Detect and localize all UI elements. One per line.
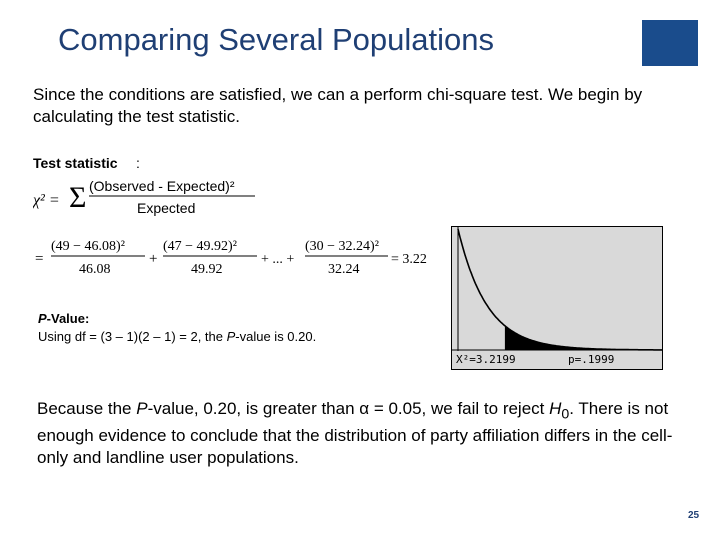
conclusion-text: Because the P-value, 0.20, is greater than α = 0.05, we fail to reject $H_0$. There is not enough evidence to conclude that the distribution of party affiliation differs in the cell-only and landline user populations. <box>37 399 673 468</box>
slide-number: 25 <box>688 510 700 521</box>
slide-title: Comparing Several Populations <box>58 22 494 57</box>
term-2-denominator: 49.92 <box>191 262 223 277</box>
p-value-title: P-Value: <box>38 311 90 326</box>
term-1-denominator: 46.08 <box>79 262 111 277</box>
term-2-numerator: (47 − 49.92)² <box>163 239 237 254</box>
test-statistic-colon: : <box>136 155 140 171</box>
p-value-readout: p=.1999 <box>568 353 615 366</box>
test-statistic-formula <box>33 155 443 280</box>
result-value: = 3.22 <box>391 252 427 267</box>
general-numerator: (Observed - Expected)² <box>89 178 235 194</box>
general-denominator: Expected <box>137 200 196 216</box>
test-statistic-label: Test statistic <box>33 155 118 171</box>
corner-accent-box <box>642 20 698 66</box>
calculator-readout <box>452 351 662 369</box>
chi-square-readout: X²=3.2199 <box>456 353 516 366</box>
calculator-screen <box>451 226 663 370</box>
test-statistic-panel <box>33 155 443 280</box>
equals-sign: = <box>35 251 44 267</box>
intro-text: Since the conditions are satisfied, we can a perform chi-square test. We begin by calculating the test statistic. <box>33 85 643 126</box>
sigma-symbol: Σ <box>69 181 87 214</box>
term-1-numerator: (49 − 46.08)² <box>51 239 125 254</box>
term-3-numerator: (30 − 32.24)² <box>305 239 379 254</box>
p-value-explanation: Using df = (3 – 1)(2 – 1) = 2, the P-value is 0.20. <box>38 329 317 344</box>
plus-sign-1: + <box>149 251 158 267</box>
chi-square-lhs: χ² = <box>33 192 60 209</box>
chi-square-density-plot <box>452 227 662 351</box>
term-3-denominator: 32.24 <box>328 262 360 277</box>
p-value-panel <box>38 310 438 346</box>
ellipsis: + ... + <box>261 252 295 267</box>
